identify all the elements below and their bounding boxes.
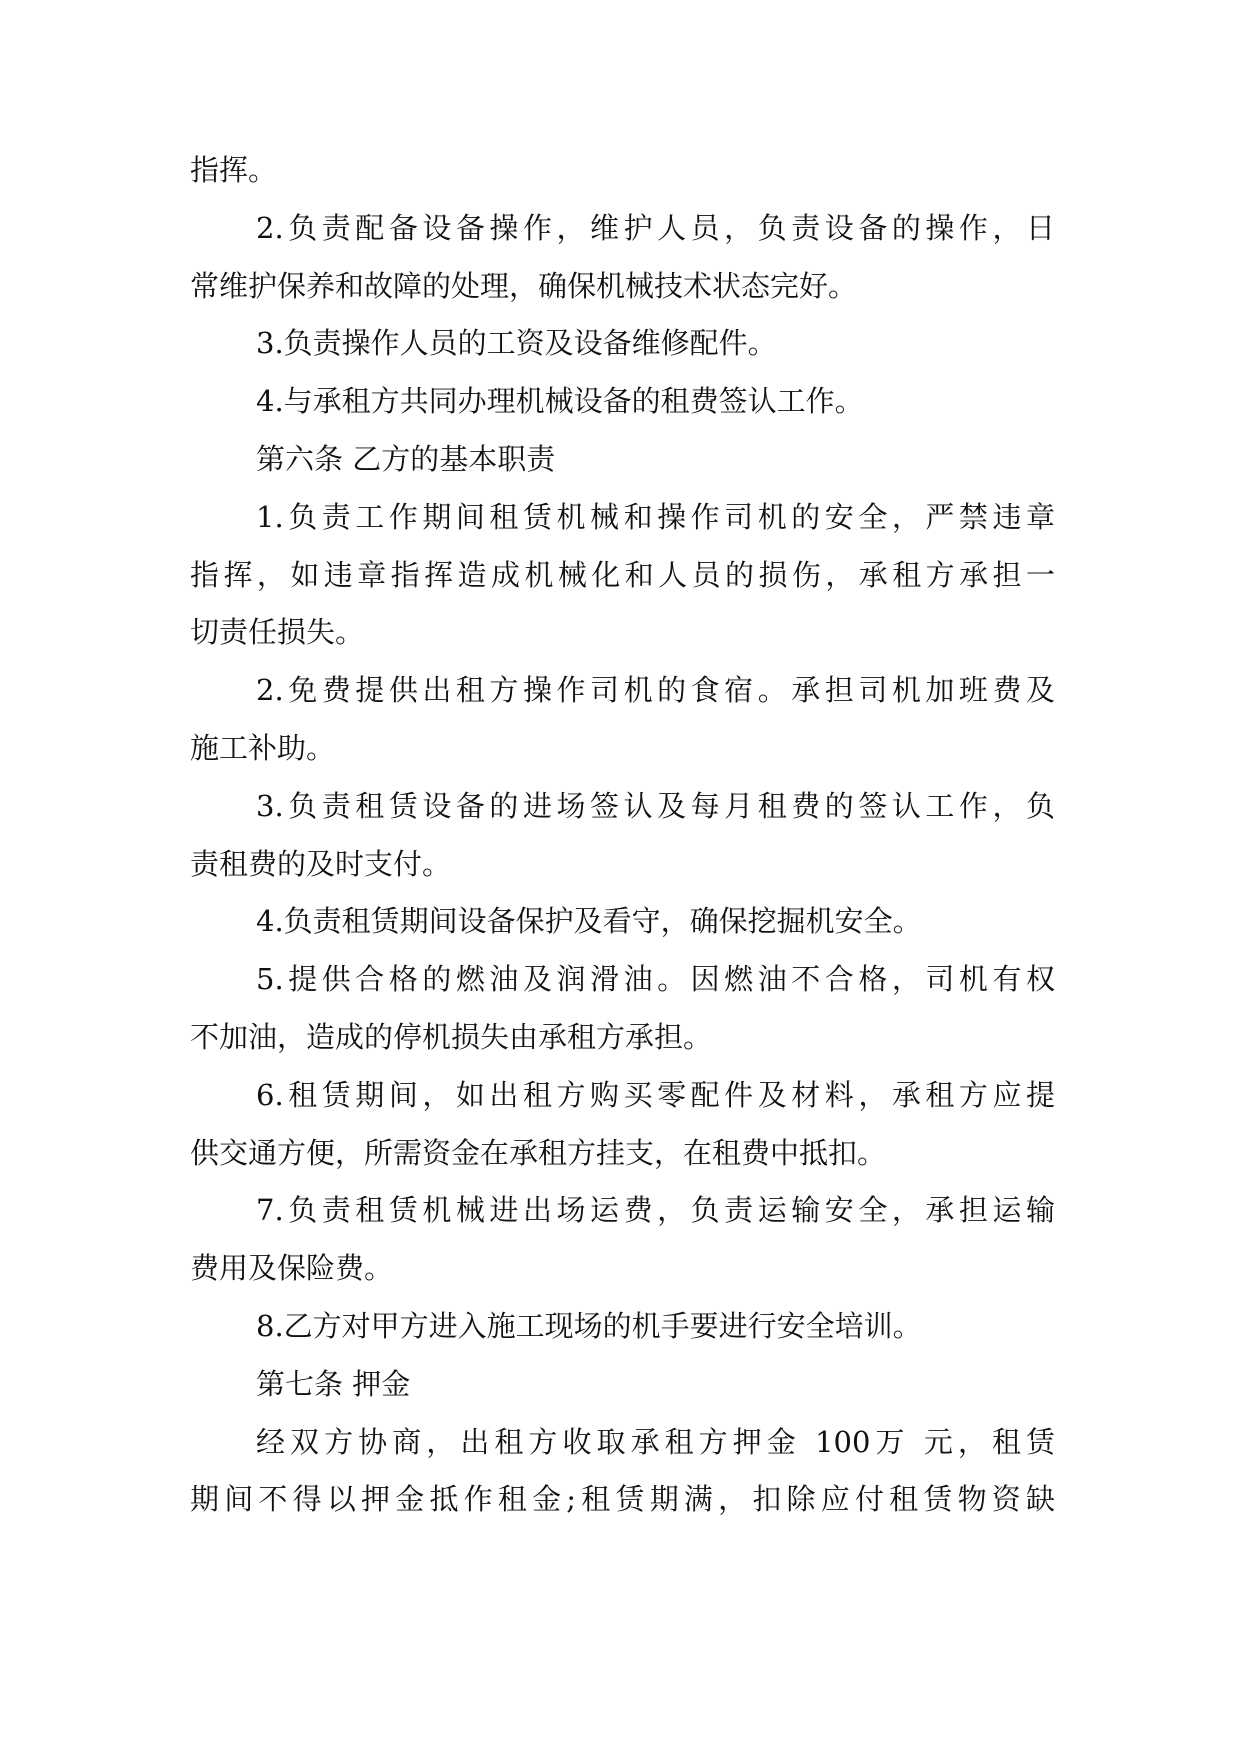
text-line: 切责任损失。 [190, 615, 365, 650]
text-line: 供交通方便，所需资金在承租方挂支，在租费中抵扣。 [190, 1135, 887, 1170]
text-line: 4.与承租方共同办理机械设备的租费签认工作。 [256, 384, 864, 419]
text-line: 5.提供合格的燃油及润滑油。因燃油不合格，司机有权 [256, 962, 1055, 997]
text-line: 不加油，造成的停机损失由承租方承担。 [190, 1020, 713, 1054]
text-line: 第六条 乙方的基本职责 [256, 442, 556, 476]
text-line: 3.负责操作人员的工资及设备维修配件。 [256, 326, 777, 361]
text-line: 期间不得以押金抵作租金;租赁期满，扣除应付租赁物资缺 [190, 1482, 1055, 1517]
text-line: 费用及保险费。 [190, 1251, 394, 1286]
text-line: 4.负责租赁期间设备保护及看守，确保挖掘机安全。 [256, 904, 922, 939]
text-line: 常维护保养和故障的处理，确保机械技术状态完好。 [190, 268, 858, 303]
text-line: 经双方协商，出租方收取承租方押金 100万 元，租赁 [256, 1424, 1055, 1459]
text-line: 3.负责租赁设备的进场签认及每月租费的签认工作，负 [256, 788, 1055, 823]
text-line: 2.负责配备设备操作，维护人员，负责设备的操作，日 [256, 210, 1055, 245]
text-line: 施工补助。 [190, 731, 336, 765]
text-line: 2.免费提供出租方操作司机的食宿。承担司机加班费及 [256, 673, 1055, 708]
text-line: 指挥，如违章指挥造成机械化和人员的损伤，承租方承担一 [190, 557, 1055, 592]
text-line: 第七条 押金 [256, 1366, 411, 1401]
text-line: 1.负责工作期间租赁机械和操作司机的安全，严禁违章 [256, 499, 1055, 534]
text-line: 6.租赁期间，如出租方购买零配件及材料，承租方应提 [256, 1077, 1055, 1112]
text-line: 责租费的及时支付。 [190, 846, 452, 881]
text-line: 8.乙方对甲方进入施工现场的机手要进行安全培训。 [256, 1309, 922, 1343]
text-line: 7.负责租赁机械进出场运费，负责运输安全，承担运输 [256, 1193, 1055, 1228]
text-line: 指挥。 [190, 153, 278, 187]
